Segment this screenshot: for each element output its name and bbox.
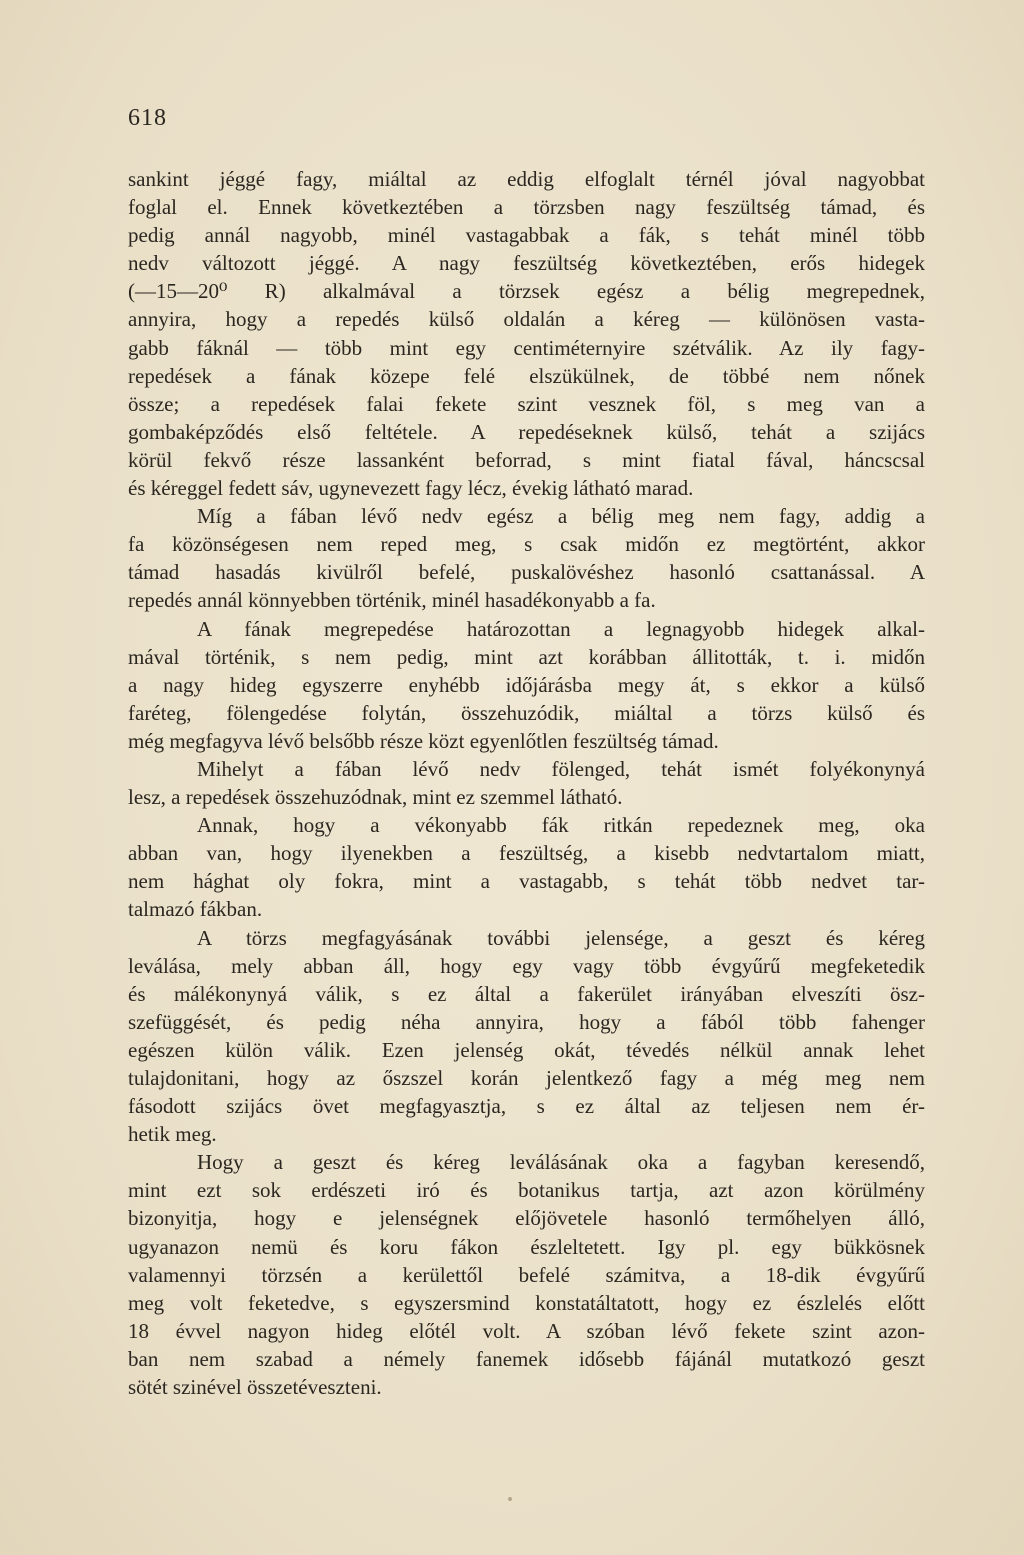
text-line: bizonyitja, hogy e jelenségnek előjövetele hasonló termőhelyen álló, (128, 1206, 925, 1231)
text-line: még megfagyva lévő belsőbb része közt egyenlőtlen feszültség támad. (128, 728, 719, 753)
text-line: hetik meg. (128, 1122, 217, 1147)
text-line: támad hasadás kivülről befelé, puskalövéshez hasonló csattanással. A (128, 560, 925, 585)
text-line: körül fekvő része lassanként beforrad, s mint fiatal fával, háncscsal (128, 447, 925, 472)
text-line: Míg a fában lévő nedv egész a bélig meg nem fagy, addig a (197, 504, 925, 529)
text-line: abban van, hogy ilyenekben a feszültség, a kisebb nedvtartalom miatt, (128, 841, 925, 866)
text-line: ugyanazon nemü és koru fákon észleltetett. Igy pl. egy bükkösnek (128, 1234, 925, 1259)
text-line: nem hághat oly fokra, mint a vastagabb, s tehát több nedvet tar- (128, 869, 925, 894)
text-line: és málékonynyá válik, s ez által a fakerület irányában elveszíti ösz- (128, 981, 925, 1006)
text-line: 18 évvel nagyon hideg előtél volt. A szóban lévő fekete szint azon- (128, 1318, 925, 1343)
text-line: gombaképződés első feltétele. A repedéseknek külső, tehát a szijács (128, 419, 925, 444)
text-line: egészen külön válik. Ezen jelenség okát, tévedés nélkül annak lehet (128, 1037, 925, 1062)
text-line: meg volt feketedve, s egyszersmind konstatáltatott, hogy ez észlelés előtt (128, 1290, 925, 1315)
text-line: Mihelyt a fában lévő nedv fölenged, tehát ismét folyékonynyá (197, 756, 925, 781)
text-line: és kéreggel fedett sáv, ugynevezett fagy lécz, évekig látható marad. (128, 476, 694, 501)
text-line: A fának megrepedése határozottan a legnagyobb hidegek alkal- (197, 616, 925, 641)
text-line: Hogy a geszt és kéreg leválásának oka a fagyban keresendő, (197, 1150, 925, 1175)
text-line: repedés annál könnyebben történik, minél hasadékonyabb a fa. (128, 588, 656, 613)
text-line: tulajdonitani, hogy az őszszel korán jelentkező fagy a még meg nem (128, 1066, 925, 1090)
text-line: (—15—20⁰ R) alkalmával a törzsek egész a bélig megrepednek, (128, 279, 925, 304)
print-speck (508, 1497, 512, 1501)
body-text (128, 165, 925, 1401)
page-number: 618 (128, 105, 167, 131)
text-line: annyira, hogy a repedés külső oldalán a kéreg — különösen vasta- (128, 307, 925, 332)
text-line: foglal el. Ennek következtében a törzsben nagy feszültség támad, és (128, 195, 925, 220)
text-line: szefüggését, és pedig néha annyira, hogy a fából több fahenger (128, 1009, 925, 1034)
text-line: fa közönségesen nem reped meg, s csak midőn ez megtörtént, akkor (128, 532, 925, 557)
text-line: össze; a repedések falai fekete szint vesznek föl, s meg van a (128, 391, 925, 416)
text-line: leválása, mely abban áll, hogy egy vagy több évgyűrű megfeketedik (128, 953, 925, 978)
text-line: sankint jéggé fagy, miáltal az eddig elfoglalt térnél jóval nagyobbat (128, 167, 925, 191)
text-line: repedések a fának közepe felé elszükülnek, de többé nem nőnek (128, 363, 925, 388)
text-line: pedig annál nagyobb, minél vastagabbak a fák, s tehát minél több (128, 223, 925, 248)
text-line: nedv változott jéggé. A nagy feszültség következtében, erős hidegek (128, 251, 925, 276)
text-line: valamennyi törzsén a kerülettől befelé számitva, a 18-dik évgyűrű (128, 1262, 925, 1287)
text-line: faréteg, fölengedése folytán, összehuzódik, miáltal a törzs külső és (128, 700, 925, 725)
text-line: fásodott szijács övet megfagyasztja, s ez által az teljesen nem ér- (128, 1094, 925, 1119)
text-line: A törzs megfagyásának további jelensége, a geszt és kéreg (197, 925, 925, 950)
text-line: gabb fáknál — több mint egy centiméternyire szétválik. Az ily fagy- (128, 335, 925, 360)
text-line: a nagy hideg egyszerre enyhébb időjárásba megy át, s ekkor a külső (128, 672, 925, 697)
text-line: sötét szinével összetéveszteni. (128, 1375, 382, 1400)
text-line: lesz, a repedések összehuzódnak, mint ez szemmel látható. (128, 785, 623, 810)
text-line: Annak, hogy a vékonyabb fák ritkán repedeznek meg, oka (197, 813, 925, 838)
text-line: mint ezt sok erdészeti iró és botanikus tartja, azt azon körülmény (128, 1178, 925, 1203)
text-line: mával történik, s nem pedig, mint azt korábban állitották, t. i. midőn (128, 644, 925, 669)
text-line: talmazó fákban. (128, 897, 263, 922)
text-line: ban nem szabad a némely fanemek idősebb fájánál mutatkozó geszt (128, 1346, 925, 1371)
